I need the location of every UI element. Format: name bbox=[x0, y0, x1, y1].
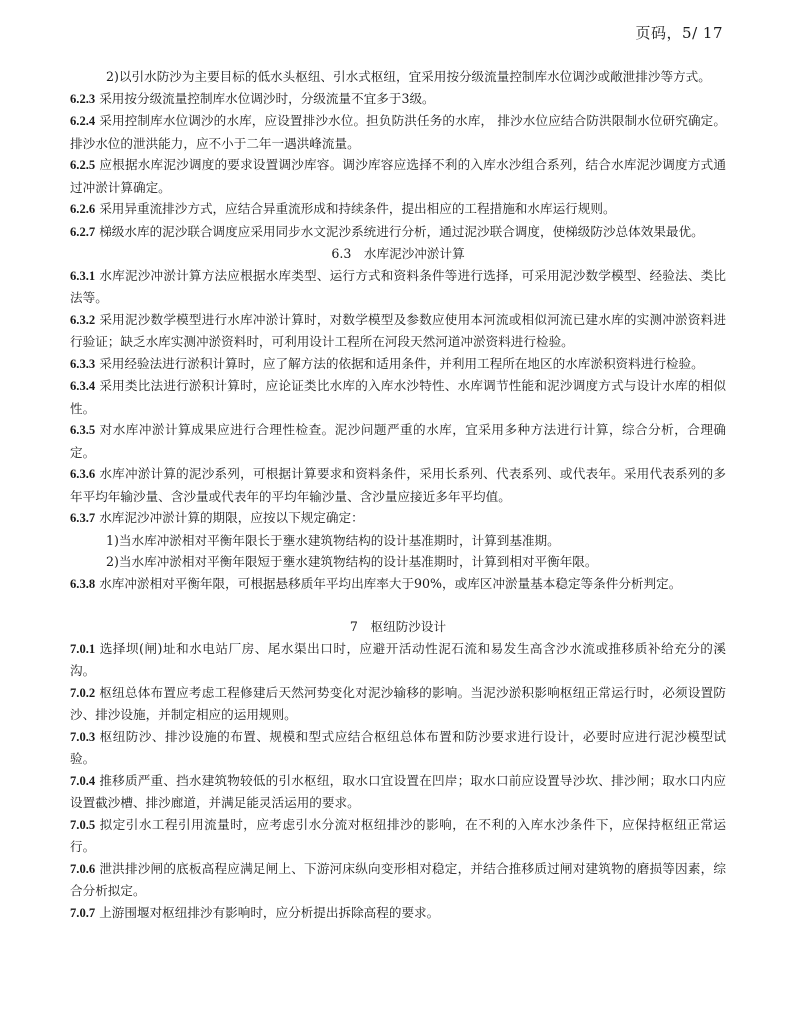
clause-number: 7.0.6 bbox=[70, 861, 96, 876]
clause-text: 2)以引水防沙为主要目标的低水头枢纽、引水式枢纽，宜采用按分级流量控制库水位调沙或敞泄排沙等方式。 bbox=[106, 69, 711, 84]
clause-paragraph bbox=[70, 551, 726, 573]
clause-text: 枢纽总体布置应考虑工程修建后天然河势变化对泥沙输移的影响。当泥沙淤积影响枢纽正常运行时，必须设置防沙、排沙设施，并制定相应的运用规则。 bbox=[70, 684, 726, 722]
clause-number: 6.3.3 bbox=[70, 356, 96, 371]
clause-number: 7.0.3 bbox=[70, 729, 96, 744]
clause-number: 6.2.4 bbox=[70, 114, 96, 128]
clause-text: 采用按分级流量控制库水位调沙时，分级流量不宜多于3级。 bbox=[99, 90, 435, 106]
clause-text: 选择坝(闸)址和水电站厂房、尾水渠出口时，应避开活动性泥石流和易发生高含沙水流或推移质补给充分的溪沟。 bbox=[70, 640, 726, 678]
clause-text: 水库冲淤相对平衡年限，可根据悬移质年平均出库率大于90%，或库区冲淤量基本稳定等条件分析判定。 bbox=[99, 575, 682, 591]
clause-paragraph bbox=[70, 507, 726, 530]
clause-paragraph bbox=[70, 682, 726, 726]
clause-text: 上游围堰对枢纽排沙有影响时，应分析提出拆除高程的要求。 bbox=[99, 904, 440, 920]
clause-paragraph bbox=[70, 463, 726, 507]
clause-text: 水库冲淤计算的泥沙系列，可根据计算要求和资料条件，采用长系列、代表系列、或代表年。采用代表系列的多年平均年输沙量、含沙量或代表年的平均年输沙量、含沙量应接近多年平均值。 bbox=[70, 466, 726, 504]
clause-number: 7.0.1 bbox=[70, 641, 96, 656]
clause-text: 水库泥沙冲淤计算的期限，应按以下规定确定： bbox=[99, 510, 364, 525]
clause-text: 对水库冲淤计算成果应进行合理性检查。泥沙问题严重的水库，宜采用多种方法进行计算，综合分析，合理确定。 bbox=[70, 422, 726, 460]
clause-number: 6.3.8 bbox=[70, 576, 96, 591]
clause-text: 拟定引水工程引用流量时，应考虑引水分流对枢纽排沙的影响，在不利的入库水沙条件下，应保持枢纽正常运行。 bbox=[70, 816, 726, 854]
clause-paragraph bbox=[70, 66, 726, 88]
section-heading: 7 枢纽防沙设计 bbox=[349, 619, 447, 634]
clause-paragraph bbox=[70, 770, 726, 814]
clause-number: 6.3.1 bbox=[70, 268, 96, 283]
clause-paragraph bbox=[70, 902, 726, 925]
clause-number: 7.0.5 bbox=[70, 817, 96, 832]
clause-number: 6.3.7 bbox=[70, 511, 96, 525]
section-heading: 6.3 水库泥沙冲淤计算 bbox=[331, 246, 465, 261]
clause-number: 6.2.5 bbox=[70, 158, 96, 172]
clause-paragraph bbox=[70, 221, 726, 244]
clause-paragraph bbox=[70, 814, 726, 858]
clause-paragraph bbox=[70, 309, 726, 353]
clause-paragraph bbox=[70, 353, 726, 376]
clause-number: 7.0.7 bbox=[70, 905, 96, 920]
clause-paragraph bbox=[70, 110, 726, 154]
clause-number: 7.0.4 bbox=[70, 773, 96, 788]
clause-paragraph bbox=[70, 265, 726, 309]
clause-number: 6.2.7 bbox=[70, 224, 96, 239]
clause-text: 应根据水库泥沙调度的要求设置调沙库容。调沙库容应选择不利的入库水沙组合系列，结合水库泥沙调度方式通过冲淤计算确定。 bbox=[70, 157, 726, 195]
clause-text: 推移质严重、挡水建筑物较低的引水枢纽，取水口宜设置在凹岸；取水口前应设置导沙坎、排沙闸；取水口内应设置截沙槽、排沙廊道，并满足能灵活运用的要求。 bbox=[70, 772, 726, 810]
clause-paragraph bbox=[70, 88, 726, 111]
clause-text: 采用类比法进行淤积计算时，应论证类比水库的入库水沙特性、水库调节性能和泥沙调度方式与设计水库的相似性。 bbox=[70, 378, 726, 416]
clause-number: 6.3.5 bbox=[70, 423, 96, 437]
clause-text: 采用经验法进行淤积计算时，应了解方法的依据和适用条件，并利用工程所在地区的水库淤积资料进行检验。 bbox=[99, 355, 704, 371]
clause-text: 2)当水库冲淤相对平衡年限短于壅水建筑物结构的设计基准期时，计算到相对平衡年限。 bbox=[106, 554, 598, 569]
document-body bbox=[70, 66, 726, 924]
clause-text: 采用控制库水位调沙的水库，应设置排沙水位。担负防洪任务的水库， 排沙水位应结合防洪限制水位研究确定。排沙水位的泄洪能力，应不小于二年一遇洪峰流量。 bbox=[70, 113, 726, 151]
clause-paragraph bbox=[70, 638, 726, 682]
clause-paragraph bbox=[70, 375, 726, 419]
clause-paragraph bbox=[70, 573, 726, 596]
clause-number: 6.3.2 bbox=[70, 312, 96, 327]
clause-paragraph bbox=[70, 198, 726, 221]
clause-text: 枢纽防沙、排沙设施的布置、规模和型式应结合枢纽总体布置和防沙要求进行设计，必要时应进行泥沙模型试验。 bbox=[70, 728, 726, 766]
clause-text: 水库泥沙冲淤计算方法应根据水库类型、运行方式和资料条件等进行选择，可采用泥沙数学模型、经验法、类比法等。 bbox=[70, 267, 726, 305]
clause-text: 采用异重流排沙方式，应结合异重流形成和持续条件，提出相应的工程措施和水库运行规则。 bbox=[99, 201, 616, 216]
clause-text: 1)当水库冲淤相对平衡年限长于壅水建筑物结构的设计基准期时，计算到基准期。 bbox=[106, 532, 560, 548]
clause-text: 梯级水库的泥沙联合调度应采用同步水文泥沙系统进行分析，通过泥沙联合调度，使梯级防沙总体效果最优。 bbox=[99, 223, 704, 239]
clause-number: 6.2.6 bbox=[70, 202, 96, 216]
clause-number: 6.3.6 bbox=[70, 467, 96, 481]
clause-text: 采用泥沙数学模型进行水库冲淤计算时，对数学模型及参数应使用本河流或相似河流已建水库的实测冲淤资料进行验证；缺乏水库实测冲淤资料时，可利用设计工程所在河段天然河道冲淤资料进行检验。 bbox=[70, 311, 726, 349]
clause-number: 6.3.4 bbox=[70, 379, 96, 393]
section-gap bbox=[70, 595, 726, 616]
clause-paragraph bbox=[70, 419, 726, 463]
page-number: 页码，5/ 17 bbox=[635, 24, 723, 42]
clause-paragraph bbox=[70, 726, 726, 770]
clause-paragraph bbox=[70, 154, 726, 198]
clause-number: 7.0.2 bbox=[70, 685, 96, 700]
clause-paragraph bbox=[70, 858, 726, 902]
clause-number: 6.2.3 bbox=[70, 91, 96, 106]
clause-paragraph bbox=[70, 530, 726, 552]
clause-text: 泄洪排沙闸的底板高程应满足闸上、下游河床纵向变形相对稳定，并结合推移质过闸对建筑物的磨损等因素，综合分析拟定。 bbox=[70, 860, 726, 898]
